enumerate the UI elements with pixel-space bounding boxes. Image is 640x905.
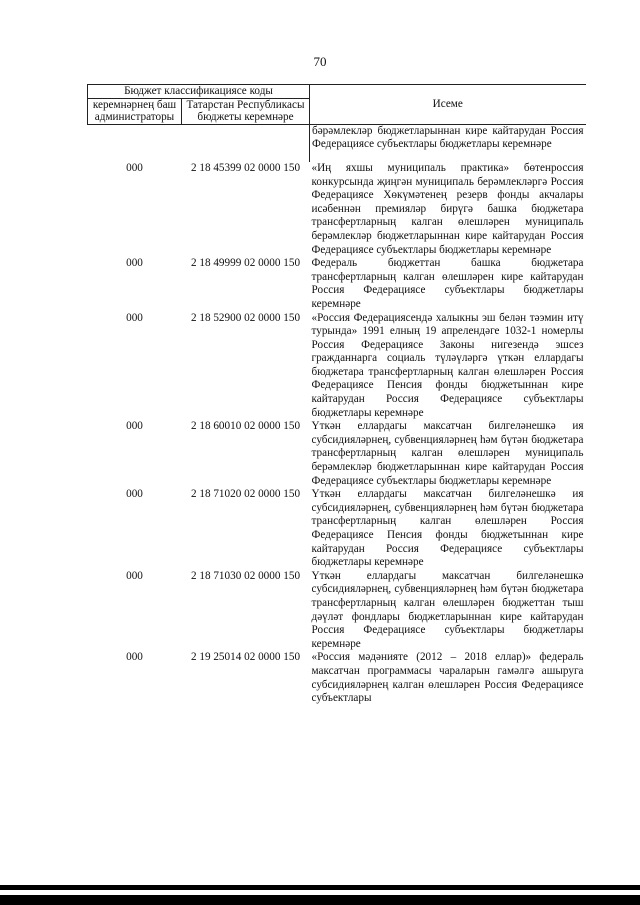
row-admin-code: 000 xyxy=(126,161,143,174)
row-budget-code: 2 18 52900 02 0000 150 xyxy=(190,311,301,324)
row-admin-code: 000 xyxy=(126,257,143,270)
row-admin-code: 000 xyxy=(126,651,143,664)
row-budget-code: 2 18 71020 02 0000 150 xyxy=(190,488,301,501)
row-description: «Россия Федерациясендә халыкны эш белән тәэмин итү турында» 1991 елның 19 апрелендәге 1032-1 номерлы Россия Федерациясе Законы нигезендә эшсез гражданнарга социаль түләүләргә үткән еллардагы бюджетара трансфертларның калган өлешләрен Россия Федерациясе Пенсия фонды бюджетыннан кире кайтарудан Россия Федерациясе субъектлары бюджетлары керемнәре xyxy=(311,311,584,419)
row-budget-code: 2 18 71030 02 0000 150 xyxy=(190,569,301,582)
table-row xyxy=(88,488,586,570)
table-row xyxy=(88,570,586,652)
row-budget-code: 2 18 60010 02 0000 150 xyxy=(190,420,301,433)
row-admin-code: 000 xyxy=(126,488,143,501)
scan-border-bar xyxy=(0,880,640,905)
header-code-column: Татарстан Республикасы бюджеты керемнәре xyxy=(182,98,310,124)
row-description: Федераль бюджеттан башка бюджетара трансфертларның калган өлешләрен кире кайтарудан Россия Федерациясе субъектлары бюджетлары керемнәре xyxy=(311,257,584,310)
row-budget-code: 2 19 25014 02 0000 150 xyxy=(190,651,301,664)
row-description: бәрәмлекләр бюджетларыннан кире кайтарудан Россия Федерациясе субъектлары бюджетлары керемнәре xyxy=(310,124,586,162)
row-description: «Россия мәдәнияте (2012 – 2018 еллар)» федераль максатчан программасы чараларын гамәлгә ашыруга субсидияләрнең калган өлешләрен Россия Федерациясе субъектлары xyxy=(311,651,584,705)
table-row xyxy=(88,162,586,257)
row-description: «Иң яхшы муниципаль практика» бөтенроссия конкурсында җиңгән муниципаль берәмлекләргә Россия Федерациясе Хөкүмәтенең резерв фонды акчалары исәбеннән премияләр бирүгә башка бюджетара трансфертларның калган өлешләрен муниципаль берәмлекләр бюджетларыннан кире кайтарудан Россия Федерациясе субъектлары бюджетлары керемнәре xyxy=(311,161,584,256)
row-budget-code: 2 18 49999 02 0000 150 xyxy=(190,257,301,270)
table-row xyxy=(88,651,586,705)
row-admin-code: 000 xyxy=(126,569,143,582)
row-admin-code: 000 xyxy=(126,420,143,433)
table-row xyxy=(88,312,586,421)
header-admin-column: керемнәрнең баш администраторы xyxy=(88,98,182,124)
row-description: Үткән еллардагы максатчан билгеләнешкә ия субсидияләрнең, субвенцияләрнең һәм бүтән бюджетара трансфертларның калган өлешләрен Россия Федерациясе Пенсия фонды бюджетыннан кире кайтарудан Россия Федерациясе субъектлары бюджетлары керемнәре xyxy=(311,488,584,569)
table-row-continuation xyxy=(88,124,586,162)
row-description: Үткән еллардагы максатчан билгеләнешкә ия субсидияләрнең, субвенцияләрнең һәм бүтән бюджетара трансфертларның калган өлешләрен муниципаль берәмлекләр бюджетларыннан кире кайтарудан Россия Федерациясе субъектлары бюджетлары керемнәре xyxy=(311,420,584,487)
header-name-column: Исеме xyxy=(310,85,586,125)
budget-classification-table xyxy=(87,84,586,706)
row-description: Үткән еллардагы максатчан билгеләнешкә субсидияләрнең, субвенцияләрнең һәм бүтән бюджетара трансфертларның калган өлешләрен бюджеттан тыш дәүләт фондлары бюджетларыннан кире кайтарудан Россия Федерациясе субъектлары бюджетлары керемнәре xyxy=(311,569,584,650)
table-row xyxy=(88,420,586,488)
header-group-budget-classification: Бюджет классификациясе коды xyxy=(88,85,310,99)
table-row xyxy=(88,257,586,311)
row-budget-code: 2 18 45399 02 0000 150 xyxy=(190,161,301,174)
row-admin-code: 000 xyxy=(126,311,143,324)
page-number: 70 xyxy=(313,54,327,69)
